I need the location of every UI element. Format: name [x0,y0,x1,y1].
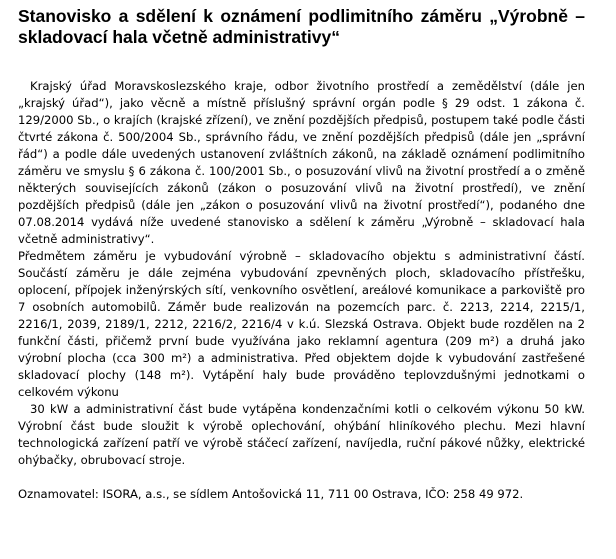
document-body [18,78,585,469]
applicant-line: Oznamovatel: ISORA, a.s., se sídlem Antošovická 11, 711 00 Ostrava, IČO: 258 49 972. [18,487,524,501]
paragraph-subject: Předmětem záměru je vybudování výrobně – skladovacího objektu s administrativní částí. Součástí záměru je dále zejména vybudování zpevněných ploch, skladovacího přístřešku, oplocení, přípojek inženýrských sítí, venkovního osvětlení, areálové komunikace a parkoviště pro 7 osobních automobilů. Záměr bude realizován na pozemcích parc. č. 2213, 2214, 2215/1, 2216/1, 2039, 2189/1, 2212, 2216/2, 2216/4 v k.ú. Slezská Ostrava. Objekt bude rozdělen na 2 funkční části, přičemž první bude využívána jako reklamní agentura (209 m²) a druhá jako výrobní plocha (cca 300 m²) a administrativa. Před objektem dojde k vybudování zastřešené skladovací plochy (148 m²). Vytápění haly bude prováděno teplovzdušnými jednotkami o celkovém výkonu [18,249,585,399]
document [18,6,585,515]
paragraph-intro: Krajský úřad Moravskoslezského kraje, odbor životního prostředí a zemědělství (dále jen „krajský úřad“), jako věcně a místně příslušný správní orgán podle § 29 odst. 1 zákona č. 129/2000 Sb., o krajích (krajské zřízení), ve znění pozdějších předpisů, postupem také podle části čtvrté zákona č. 500/2004 Sb., správního řádu, ve znění pozdějších předpisů (dále jen „správní řád“) a podle dále uvedených ustanovení zvláštních zákonů, na základě oznámení podlimitního záměru ve smyslu § 6 zákona č. 100/2001 Sb., o posuzování vlivů na životní prostředí a o změně některých souvisejících zákonů (zákon o posuzování vlivů na životní prostředí), ve znění pozdějších předpisů (dále jen „zákon o posuzování vlivů na životní prostředí“), podaného dne 07.08.2014 vydává níže uvedené stanovisko a sdělení k záměru „Výrobně – skladovací hala včetně administrativy“. [18,79,585,246]
document-title: Stanovisko a sdělení k oznámení podlimitního záměru „Výrobně – skladovací hala včetně administrativy“ [18,6,585,47]
paragraph-heating: 30 kW a administrativní část bude vytápěna kondenzačními kotli o celkovém výkonu 50 kW. Výrobní část bude sloužit k výrobě oplechování, ohýbání hliníkového plechu. Mezi hlavní technologická zařízení patří ve výrobě stáčecí zařízení, navíjedla, ruční pákové nůžky, elektrické ohýbačky, obrubovací stroje. [18,402,585,467]
